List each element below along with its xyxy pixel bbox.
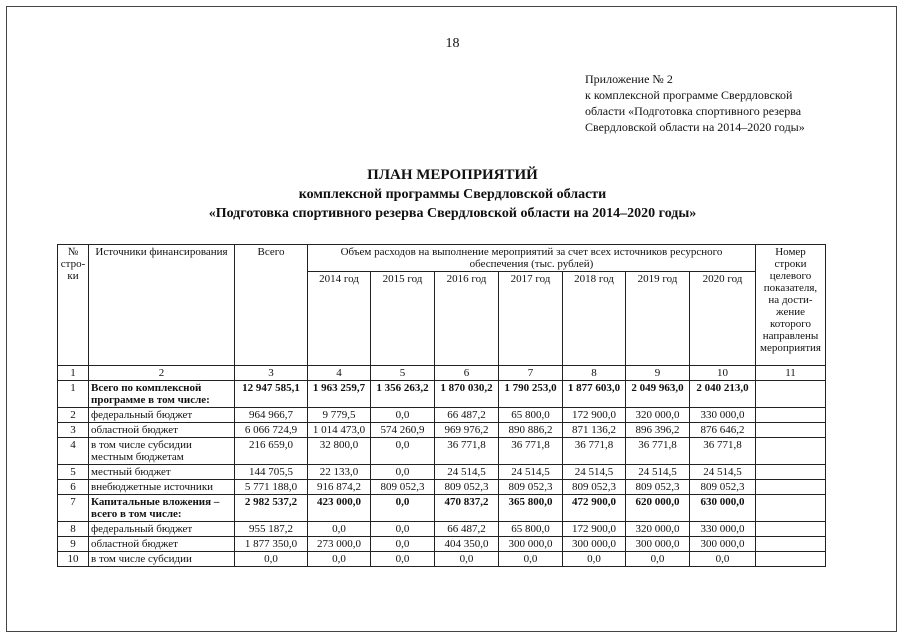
- row-total: 216 659,0: [235, 438, 308, 465]
- row-year-value: 172 900,0: [563, 522, 626, 537]
- row-year-value: 620 000,0: [626, 495, 690, 522]
- row-year-value: 36 771,8: [626, 438, 690, 465]
- table-row: [58, 465, 826, 480]
- page-number: 18: [445, 36, 460, 51]
- title-line-3: «Подготовка спортивного резерва Свердловской области на 2014–2020 годы»: [208, 206, 697, 221]
- header-year: 2014 год: [308, 272, 371, 366]
- row-year-value: 300 000,0: [690, 537, 756, 552]
- header-year: 2019 год: [626, 272, 690, 366]
- row-year-value: 1 870 030,2: [435, 381, 499, 408]
- row-total: 2 982 537,2: [235, 495, 308, 522]
- header-num: № стро-ки: [58, 245, 89, 366]
- row-year-value: 0,0: [499, 552, 563, 567]
- row-year-value: 0,0: [435, 552, 499, 567]
- row-year-value: 896 396,2: [626, 423, 690, 438]
- row-number: 9: [58, 537, 89, 552]
- row-year-value: 0,0: [371, 408, 435, 423]
- row-year-value: 809 052,3: [435, 480, 499, 495]
- row-year-value: 2 049 963,0: [626, 381, 690, 408]
- header-year: 2016 год: [435, 272, 499, 366]
- row-year-value: 65 800,0: [499, 522, 563, 537]
- row-year-value: 809 052,3: [626, 480, 690, 495]
- appendix-line: Приложение № 2: [585, 72, 673, 86]
- appendix-line: Свердловской области на 2014–2020 годы»: [585, 120, 805, 134]
- row-year-value: 876 646,2: [690, 423, 756, 438]
- row-year-value: 809 052,3: [371, 480, 435, 495]
- column-number: 1: [58, 366, 89, 381]
- row-year-value: 0,0: [308, 522, 371, 537]
- row-number: 7: [58, 495, 89, 522]
- column-number: 11: [756, 366, 826, 381]
- row-target: [756, 423, 826, 438]
- table-row: [58, 537, 826, 552]
- header-year: 2017 год: [499, 272, 563, 366]
- row-year-value: 916 874,2: [308, 480, 371, 495]
- row-year-value: 0,0: [690, 552, 756, 567]
- row-number: 8: [58, 522, 89, 537]
- row-year-value: 36 771,8: [499, 438, 563, 465]
- row-total: 1 877 350,0: [235, 537, 308, 552]
- row-year-value: 36 771,8: [563, 438, 626, 465]
- row-year-value: 300 000,0: [499, 537, 563, 552]
- row-year-value: 0,0: [371, 495, 435, 522]
- column-number: 6: [435, 366, 499, 381]
- row-year-value: 472 900,0: [563, 495, 626, 522]
- column-number: 9: [626, 366, 690, 381]
- row-number: 6: [58, 480, 89, 495]
- row-year-value: 470 837,2: [435, 495, 499, 522]
- row-target: [756, 438, 826, 465]
- table-row: [58, 408, 826, 423]
- row-year-value: 66 487,2: [435, 522, 499, 537]
- row-total: 12 947 585,1: [235, 381, 308, 408]
- appendix-note: [585, 71, 885, 135]
- row-year-value: 24 514,5: [499, 465, 563, 480]
- row-year-value: 2 040 213,0: [690, 381, 756, 408]
- row-number: 10: [58, 552, 89, 567]
- row-target: [756, 537, 826, 552]
- row-source: федеральный бюджет: [89, 408, 235, 423]
- header-year: 2015 год: [371, 272, 435, 366]
- document-title: [0, 165, 905, 223]
- row-year-value: 320 000,0: [626, 408, 690, 423]
- row-year-value: 423 000,0: [308, 495, 371, 522]
- row-year-value: 404 350,0: [435, 537, 499, 552]
- row-year-value: 320 000,0: [626, 522, 690, 537]
- column-number: 3: [235, 366, 308, 381]
- row-source: в том числе субсидии: [89, 552, 235, 567]
- row-year-value: 1 877 603,0: [563, 381, 626, 408]
- row-year-value: 0,0: [308, 552, 371, 567]
- column-number: 5: [371, 366, 435, 381]
- column-number: 7: [499, 366, 563, 381]
- row-number: 2: [58, 408, 89, 423]
- column-numbers-row: [58, 366, 826, 381]
- header-year: 2018 год: [563, 272, 626, 366]
- row-number: 5: [58, 465, 89, 480]
- row-year-value: 9 779,5: [308, 408, 371, 423]
- row-total: 6 066 724,9: [235, 423, 308, 438]
- row-target: [756, 495, 826, 522]
- row-year-value: 0,0: [371, 522, 435, 537]
- row-year-value: 871 136,2: [563, 423, 626, 438]
- row-year-value: 1 356 263,2: [371, 381, 435, 408]
- title-line-1: ПЛАН МЕРОПРИЯТИЙ: [367, 167, 538, 183]
- row-year-value: 0,0: [371, 552, 435, 567]
- row-year-value: 809 052,3: [499, 480, 563, 495]
- row-year-value: 0,0: [563, 552, 626, 567]
- row-source: внебюджетные источники: [89, 480, 235, 495]
- row-year-value: 273 000,0: [308, 537, 371, 552]
- row-total: 144 705,5: [235, 465, 308, 480]
- row-source: Всего по комплексной программе в том числе:: [89, 381, 235, 408]
- row-source: местный бюджет: [89, 465, 235, 480]
- row-target: [756, 381, 826, 408]
- appendix-line: к комплексной программе Свердловской: [585, 88, 793, 102]
- row-year-value: 0,0: [371, 465, 435, 480]
- plan-table: [57, 244, 826, 567]
- row-year-value: 24 514,5: [435, 465, 499, 480]
- column-number: 2: [89, 366, 235, 381]
- row-year-value: 365 800,0: [499, 495, 563, 522]
- row-year-value: 66 487,2: [435, 408, 499, 423]
- table-row: [58, 423, 826, 438]
- row-target: [756, 480, 826, 495]
- row-year-value: 574 260,9: [371, 423, 435, 438]
- row-year-value: 809 052,3: [690, 480, 756, 495]
- table-row: [58, 552, 826, 567]
- column-number: 4: [308, 366, 371, 381]
- row-total: 955 187,2: [235, 522, 308, 537]
- header-year: 2020 год: [690, 272, 756, 366]
- row-year-value: 0,0: [371, 537, 435, 552]
- row-target: [756, 522, 826, 537]
- table-row: [58, 522, 826, 537]
- row-year-value: 300 000,0: [563, 537, 626, 552]
- header-row: [58, 245, 826, 272]
- column-number: 8: [563, 366, 626, 381]
- row-year-value: 36 771,8: [435, 438, 499, 465]
- row-year-value: 0,0: [626, 552, 690, 567]
- row-year-value: 969 976,2: [435, 423, 499, 438]
- header-total: Всего: [235, 245, 308, 366]
- header-expenses: Объем расходов на выполнение мероприятий за счет всех источников ресурсного обеспечения (тыс. рублей): [308, 245, 756, 272]
- row-source: областной бюджет: [89, 423, 235, 438]
- row-number: 4: [58, 438, 89, 465]
- row-source: областной бюджет: [89, 537, 235, 552]
- row-total: 5 771 188,0: [235, 480, 308, 495]
- row-year-value: 330 000,0: [690, 408, 756, 423]
- row-target: [756, 465, 826, 480]
- row-source: в том числе субсидии местным бюджетам: [89, 438, 235, 465]
- row-year-value: 1 790 253,0: [499, 381, 563, 408]
- header-source: Источники финансирования: [89, 245, 235, 366]
- row-year-value: 32 800,0: [308, 438, 371, 465]
- row-total: 964 966,7: [235, 408, 308, 423]
- row-target: [756, 408, 826, 423]
- column-number: 10: [690, 366, 756, 381]
- row-number: 3: [58, 423, 89, 438]
- row-year-value: 65 800,0: [499, 408, 563, 423]
- row-year-value: 36 771,8: [690, 438, 756, 465]
- row-year-value: 172 900,0: [563, 408, 626, 423]
- row-year-value: 809 052,3: [563, 480, 626, 495]
- title-line-2: комплексной программы Свердловской области: [298, 187, 607, 202]
- row-year-value: 890 886,2: [499, 423, 563, 438]
- row-year-value: 24 514,5: [626, 465, 690, 480]
- row-target: [756, 552, 826, 567]
- row-source: Капитальные вложения – всего в том числе:: [89, 495, 235, 522]
- row-year-value: 22 133,0: [308, 465, 371, 480]
- table-row: [58, 480, 826, 495]
- row-year-value: 24 514,5: [690, 465, 756, 480]
- table-row: [58, 381, 826, 408]
- row-year-value: 1 963 259,7: [308, 381, 371, 408]
- row-year-value: 1 014 473,0: [308, 423, 371, 438]
- row-source: федеральный бюджет: [89, 522, 235, 537]
- appendix-line: области «Подготовка спортивного резерва: [585, 104, 802, 118]
- table-row: [58, 438, 826, 465]
- row-year-value: 0,0: [371, 438, 435, 465]
- row-year-value: 24 514,5: [563, 465, 626, 480]
- row-total: 0,0: [235, 552, 308, 567]
- row-year-value: 300 000,0: [626, 537, 690, 552]
- table-row: [58, 495, 826, 522]
- row-year-value: 330 000,0: [690, 522, 756, 537]
- row-year-value: 630 000,0: [690, 495, 756, 522]
- row-number: 1: [58, 381, 89, 408]
- header-target: Номер строки целевого показателя, на дости-жение которого направлены мероприятия: [756, 245, 826, 366]
